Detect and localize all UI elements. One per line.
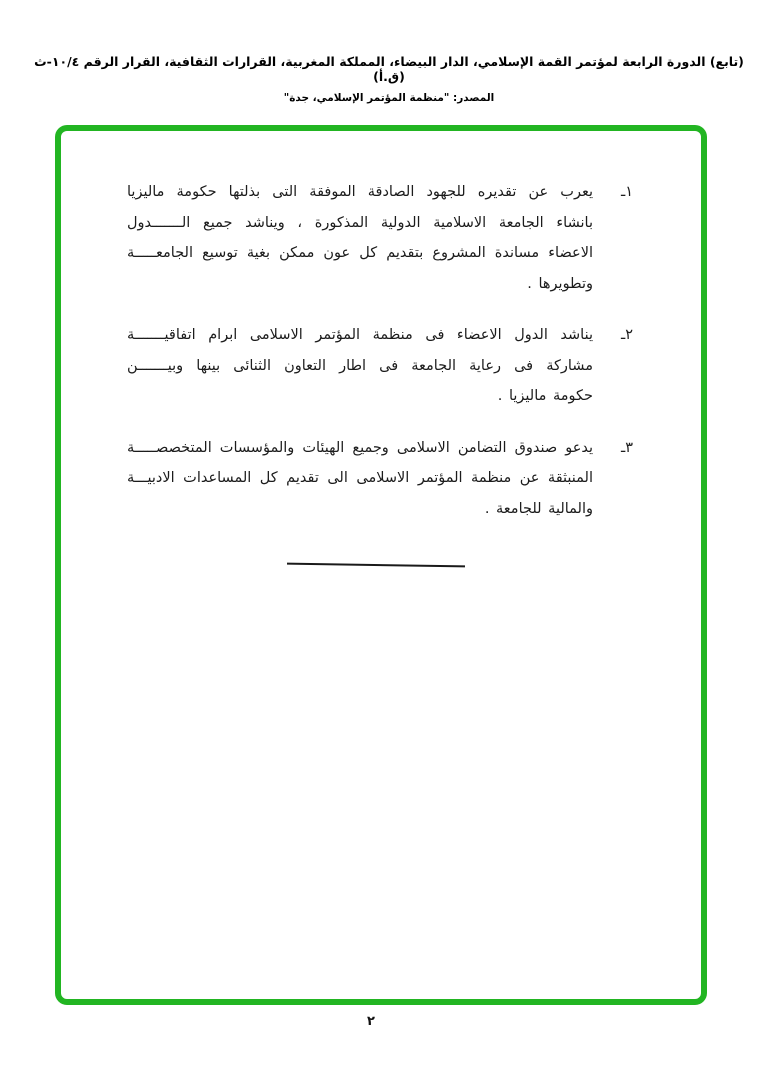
paragraph-line: المنبثقة عن منظمة المؤتمر الاسلامى الى تقديم كل المساعدات الادبيـــة bbox=[127, 470, 593, 486]
paragraph-line: والمالية للجامعة . bbox=[484, 500, 593, 517]
resolution-item-2 bbox=[127, 320, 633, 412]
paragraph-line: حكومة ماليزيا . bbox=[497, 388, 593, 404]
resolution-item-3 bbox=[127, 433, 633, 525]
scanned-text-block bbox=[127, 177, 633, 545]
page-number: ٢ bbox=[367, 1014, 375, 1029]
item-2-number: ٢ـ bbox=[620, 327, 633, 343]
item-2-lines bbox=[127, 320, 593, 412]
item-3-number: ٣ـ bbox=[620, 439, 633, 456]
paragraph-line: يعرب عن تقديره للجهود الصادقة الموفقة التى بذلتها حكومة ماليزيا bbox=[127, 184, 593, 200]
item-1-number: ١ـ bbox=[620, 184, 633, 200]
header-source-line: المصدر: "منظمة المؤتمر الإسلامي، جدة" bbox=[283, 92, 495, 104]
header-citation: (تابع) الدورة الرابعة لمؤتمر القمة الإسلامي، الدار البيضاء، المملكة المغربية، القرارات الثقافية، القرار الرقم ١٠/٤-ث (ق.أ) bbox=[34, 54, 744, 84]
paragraph-line: مشاركة فى رعاية الجامعة فى اطار التعاون الثنائى بينها وبيـــــــن bbox=[127, 357, 593, 374]
item-1-lines bbox=[127, 177, 593, 299]
paragraph-line: وتطويرها . bbox=[527, 275, 593, 292]
paragraph-line: بانشاء الجامعة الاسلامية الدولية المذكورة ، ويناشد جميع الـــــــدول bbox=[127, 214, 593, 231]
item-3-lines bbox=[127, 433, 593, 525]
paragraph-line: يدعو صندوق التضامن الاسلامى وجميع الهيئات والمؤسسات المتخصصـــــة bbox=[127, 439, 593, 456]
paragraph-line: الاعضاء مساندة المشروع بتقديم كل عون ممكن بغية توسيع الجامعـــــة bbox=[127, 245, 593, 261]
resolution-item-1 bbox=[127, 177, 633, 299]
paragraph-line: يناشد الدول الاعضاء فى منظمة المؤتمر الاسلامى ابرام اتفاقيـــــــة bbox=[127, 327, 593, 343]
document-frame bbox=[55, 125, 707, 1005]
signature-divider-line bbox=[287, 563, 465, 568]
